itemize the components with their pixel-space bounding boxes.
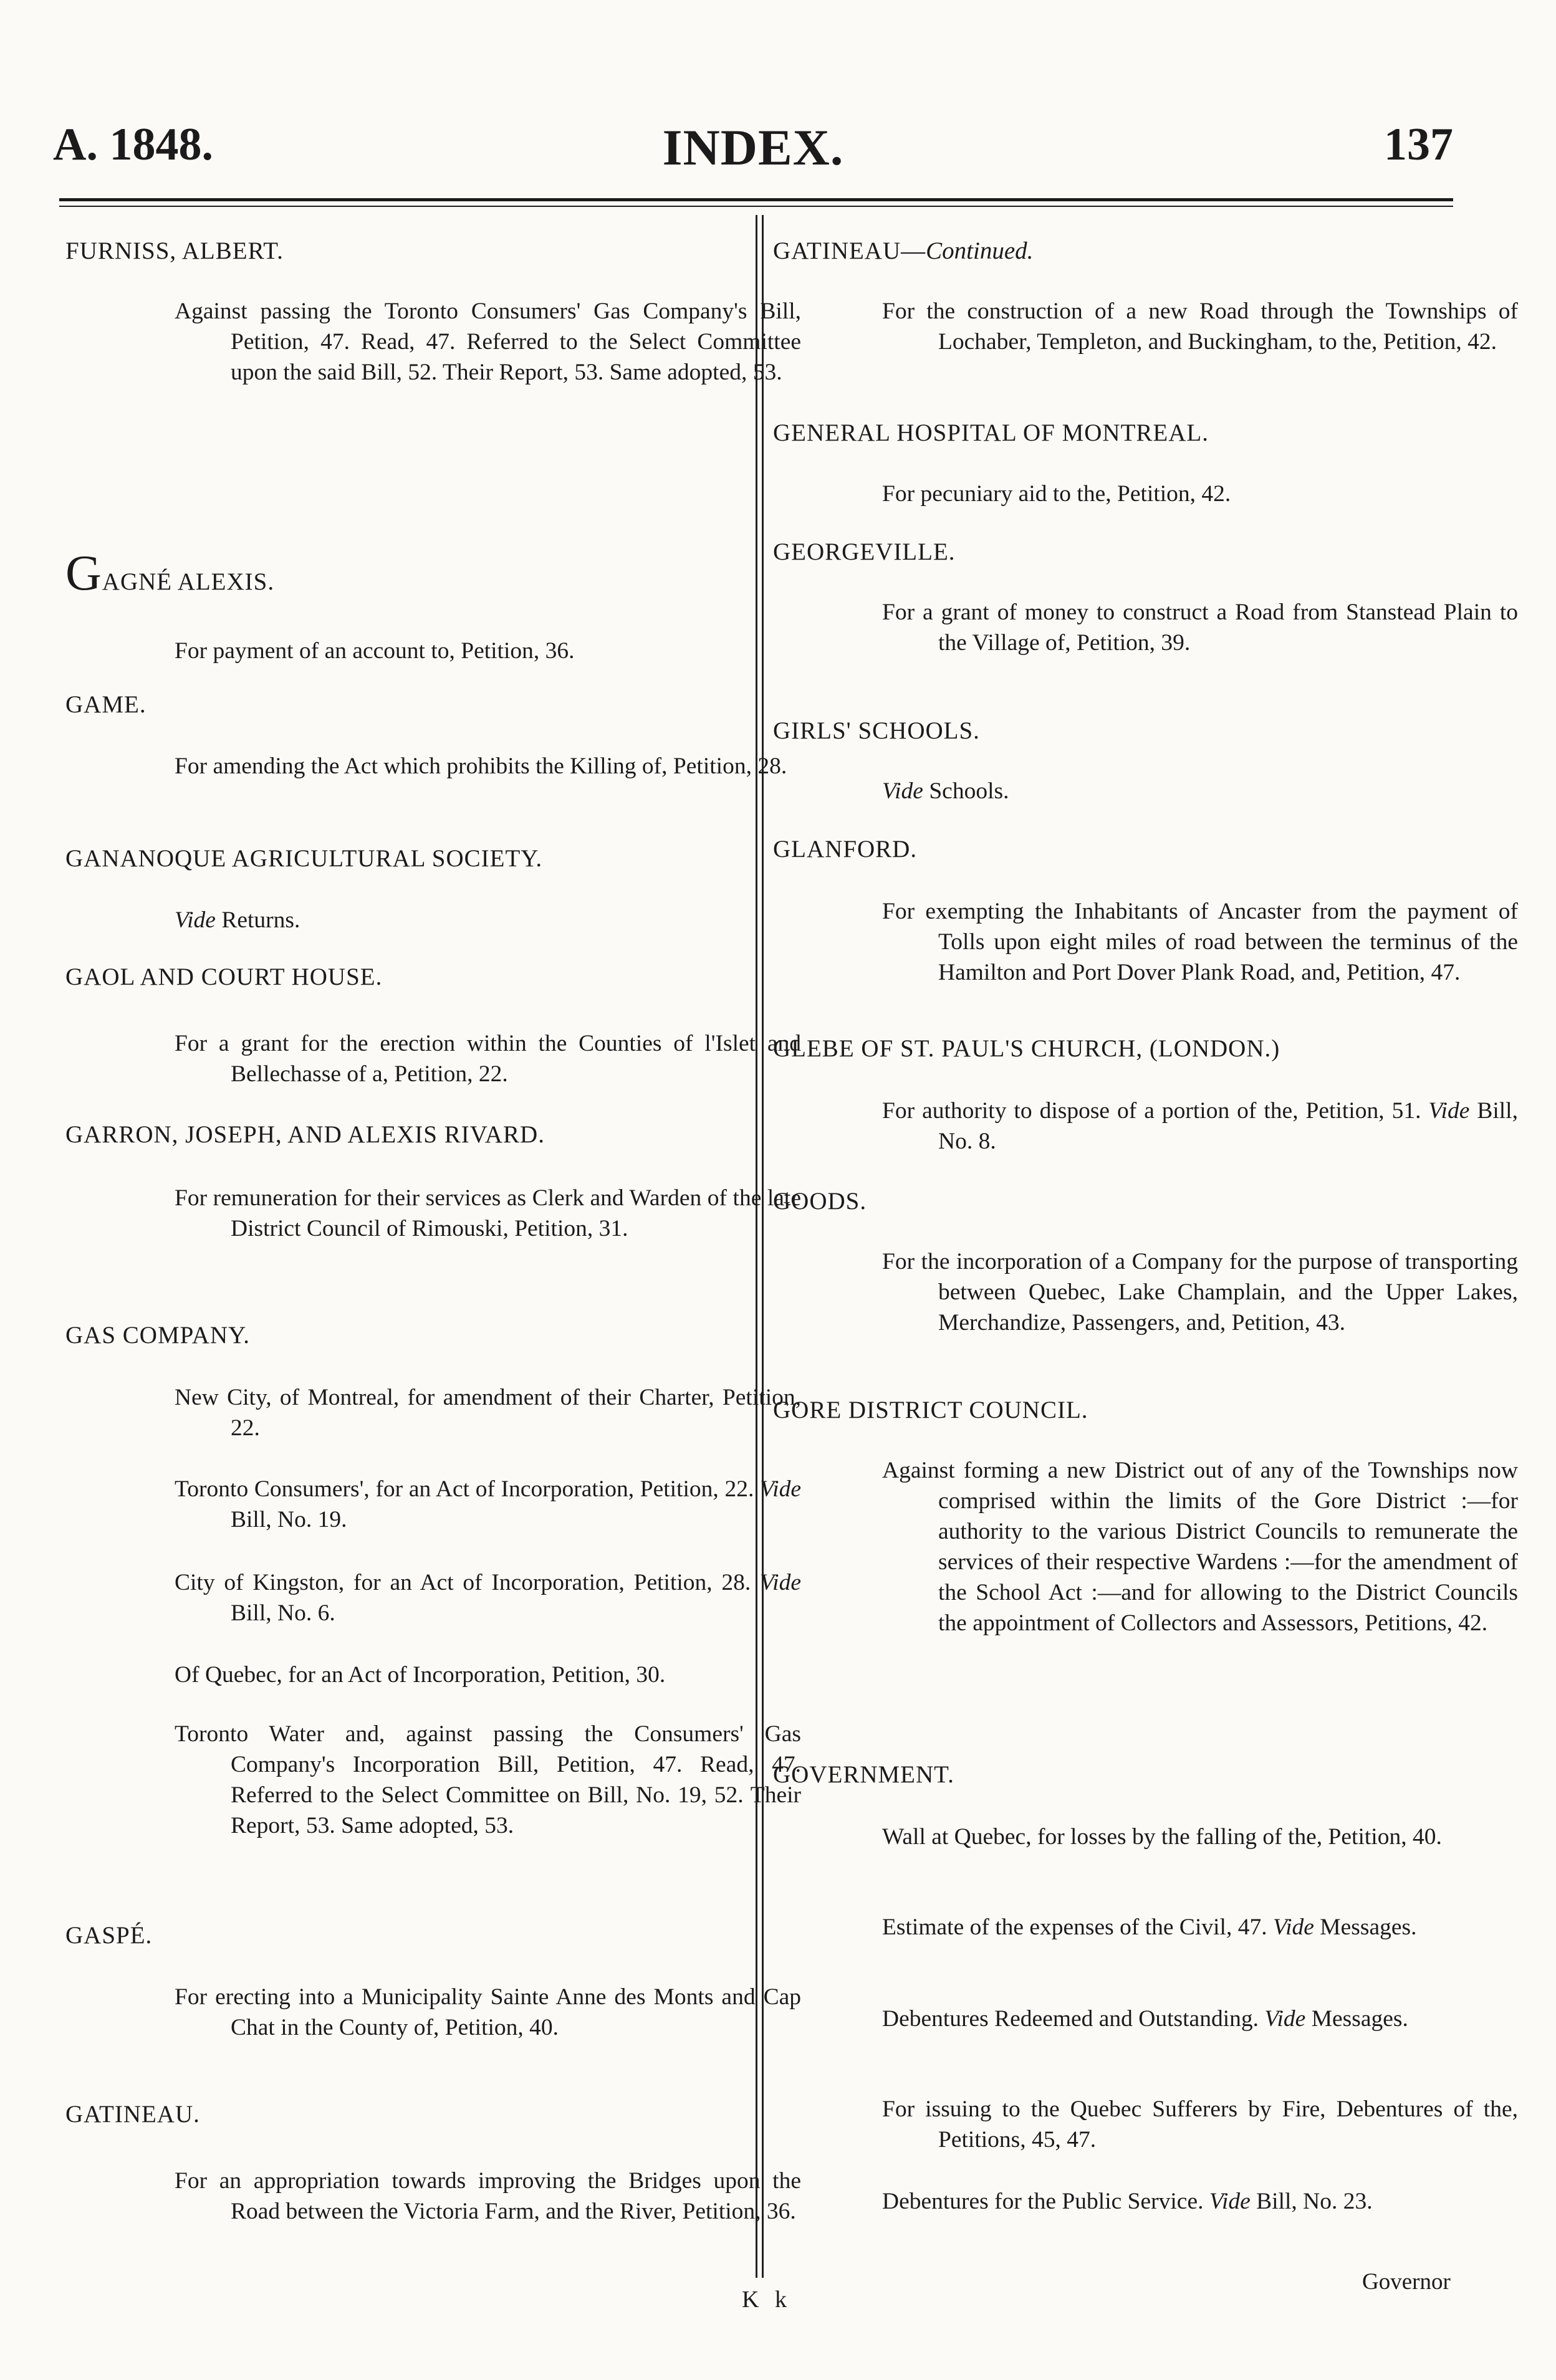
index-entry: For remuneration for their services as Clerk and Warden of the late District Council of Rimouski, Petition, 31. [175,1185,801,1241]
index-heading [773,237,1033,265]
index-entry: For issuing to the Quebec Sufferers by Fire, Debentures of the, Petitions, 45, 47. [882,2096,1518,2153]
index-heading: GIRLS' SCHOOLS. [773,717,980,744]
index-heading: GENERAL HOSPITAL OF MONTREAL. [773,419,1209,446]
index-entry: Against forming a new District out of any of the Townships now comprised within the limits of the Gore District :—for authority to the various District Councils to remunerate the services of their respective Wardens :—for the amendment of the School Act :—and for allowing to the District Councils the appointment of Collectors and Assessors, Petitions, 42. [882,1458,1518,1636]
index-entry: For a grant for the erection within the Counties of l'Islet and Bellechasse of a, Petition, 22. [175,1031,801,1087]
index-entry: Of Quebec, for an Act of Incorporation, Petition, 30. [175,1662,666,1688]
index-entry: Wall at Quebec, for losses by the falling of the, Petition, 40. [882,1824,1442,1850]
vide-italic: Vide [175,907,216,933]
index-heading: GAME. [65,691,146,718]
vide-italic: Vide [1428,1098,1470,1124]
index-heading: GOVERNMENT. [773,1761,954,1788]
catchword: Governor [1362,2269,1451,2295]
header-rule-thick [59,198,1453,201]
index-entry [882,1912,1518,1943]
entry-text: Bill, No. 19. [231,1507,347,1532]
index-entry: For payment of an account to, Petition, 36. [175,638,575,664]
header-page-number: 137 [1384,119,1453,170]
index-heading [65,546,275,601]
index-entry: For the incorporation of a Company for the purpose of transporting between Quebec, Lake Champlain, and the Upper Lakes, Merchandize, Passengers, and, Petition, 43. [882,1249,1518,1336]
index-heading: GARRON, JOSEPH, AND ALEXIS RIVARD. [65,1121,545,1148]
entry-text: Messages. [1313,1914,1417,1940]
entry-text: Estimate of the expenses of the Civil, 47. [882,1914,1273,1940]
entry-text: For authority to dispose of a portion of the, Petition, 51. [882,1098,1429,1124]
index-entry [882,2186,1518,2217]
header-year: A. 1848. [53,119,213,170]
entry-text: Messages. [1305,2006,1408,2032]
entry-text: Debentures Redeemed and Outstanding. [882,2006,1265,2032]
column-divider-1 [756,215,757,2278]
entry-text: Bill, No. 6. [231,1600,335,1626]
index-heading: GASPÉ. [65,1922,153,1949]
heading-text: AGNÉ ALEXIS. [102,568,275,595]
index-heading: GEORGEVILLE. [773,538,956,565]
index-entry [882,776,1518,806]
vide-italic: Vide [1209,2189,1251,2214]
vide-italic: Vide [760,1570,801,1595]
index-heading: GAS COMPANY. [65,1322,250,1349]
entry-text: Toronto Consumers', for an Act of Incorporation, Petition, 22. [175,1476,761,1502]
index-entry: Toronto Water and, against passing the Consumers' Gas Company's Incorporation Bill, Petition, 47. Read, 47. Referred to the Select Committee on Bill, No. 19, 52. Their Report, 53. Same adopted, 53. [175,1721,801,1838]
index-entry: Against passing the Toronto Consumers' Gas Company's Bill, Petition, 47. Read, 47. Referred to the Select Committee upon the said Bill, 52. Their Report, 53. Same adopted, 53. [175,299,801,385]
header-rule-thin [59,206,1453,207]
index-heading: GLEBE OF ST. PAUL'S CHURCH, (LONDON.) [773,1035,1280,1062]
continued-italic: Continued. [926,237,1034,264]
index-heading: GAOL AND COURT HOUSE. [65,963,383,990]
index-entry [882,2004,1518,2034]
vide-italic: Vide [1272,1914,1314,1940]
index-entry: For pecuniary aid to the, Petition, 42. [882,481,1231,507]
entry-text: Bill, No. 23. [1250,2189,1373,2214]
index-entry: For the construction of a new Road through the Townships of Lochaber, Templeton, and Buckingham, to the, Petition, 42. [882,299,1518,355]
entry-text: Returns. [215,907,300,933]
drop-initial: G [65,546,102,601]
entry-text: City of Kingston, for an Act of Incorporation, Petition, 28. [175,1570,761,1595]
heading-text: GATINEAU— [773,237,926,264]
index-heading: GORE DISTRICT COUNCIL. [773,1397,1088,1423]
vide-italic: Vide [1264,2006,1306,2032]
entry-text: Debentures for the Public Service. [882,2189,1209,2214]
index-heading: GANANOQUE AGRICULTURAL SOCIETY. [65,845,543,872]
page-header [53,118,1453,187]
index-entry: For amending the Act which prohibits the Killing of, Petition, 28. [175,753,787,779]
column-divider-2 [762,215,764,2278]
index-heading: GLANFORD. [773,836,918,863]
header-title: INDEX. [662,119,844,176]
vide-italic: Vide [760,1476,801,1502]
index-entry: For erecting into a Municipality Sainte Anne des Monts and Cap Chat in the County of, Petition, 40. [175,1984,801,2040]
index-entry: New City, of Montreal, for amendment of their Charter, Petition, 22. [175,1385,801,1441]
entry-text: Bill, No. 8. [938,1098,1518,1154]
index-heading: GOODS. [773,1188,867,1215]
index-heading: FURNISS, ALBERT. [65,237,284,264]
index-entry [175,1567,801,1628]
index-entry: For exempting the Inhabitants of Ancaster from the payment of Tolls upon eight miles of road between the terminus of the Hamilton and Port Dover Plank Road, and, Petition, 47. [882,899,1518,985]
vide-italic: Vide [882,778,923,804]
signature-mark: K k [742,2287,792,2313]
index-heading: GATINEAU. [65,2101,200,2128]
index-entry: For an appropriation towards improving the Bridges upon the Road between the Victoria Farm, and the River, Petition, 36. [175,2168,801,2224]
entry-text: Schools. [923,778,1009,804]
index-entry: For a grant of money to construct a Road from Stanstead Plain to the Village of, Petition, 39. [882,600,1518,656]
index-entry [882,1096,1518,1157]
index-entry [175,905,801,935]
index-entry [175,1474,801,1535]
